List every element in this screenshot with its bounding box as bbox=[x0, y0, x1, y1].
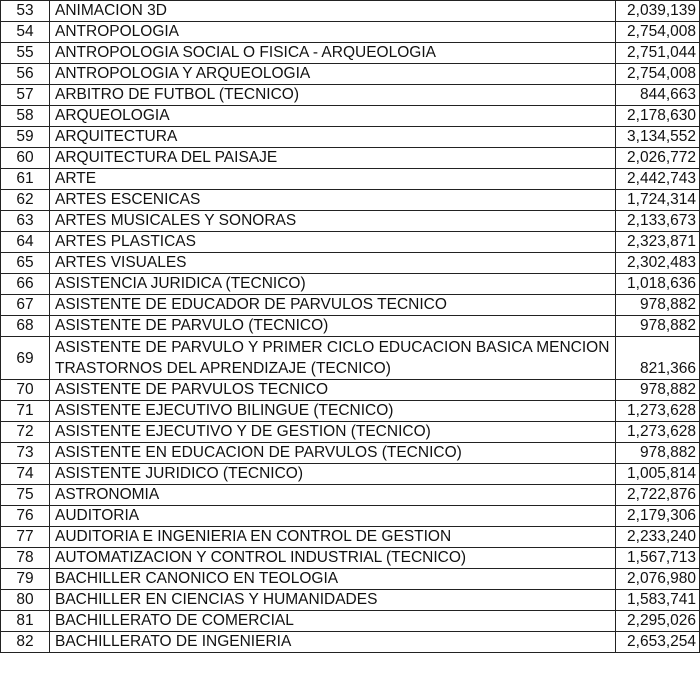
program-name: ANTROPOLOGIA Y ARQUEOLOGIA bbox=[50, 64, 616, 85]
program-value: 2,323,871 bbox=[616, 232, 700, 253]
program-name: ARQUITECTURA bbox=[50, 127, 616, 148]
program-name: ASISTENTE EJECUTIVO Y DE GESTION (TECNICO) bbox=[50, 422, 616, 443]
row-number: 80 bbox=[1, 590, 50, 611]
row-number: 68 bbox=[1, 316, 50, 337]
table-row bbox=[1, 548, 700, 569]
program-name: ASISTENCIA JURIDICA (TECNICO) bbox=[50, 274, 616, 295]
program-name: ARTES PLASTICAS bbox=[50, 232, 616, 253]
program-value: 2,039,139 bbox=[616, 1, 700, 22]
program-name: ASISTENTE JURIDICO (TECNICO) bbox=[50, 464, 616, 485]
program-name: ANTROPOLOGIA SOCIAL O FISICA - ARQUEOLOGIA bbox=[50, 43, 616, 64]
row-number: 75 bbox=[1, 485, 50, 506]
program-value: 1,005,814 bbox=[616, 464, 700, 485]
program-name: ARQUEOLOGIA bbox=[50, 106, 616, 127]
program-name: BACHILLER CANONICO EN TEOLOGIA bbox=[50, 569, 616, 590]
table-row bbox=[1, 22, 700, 43]
row-number: 63 bbox=[1, 211, 50, 232]
program-value: 2,026,772 bbox=[616, 148, 700, 169]
program-value: 1,273,628 bbox=[616, 401, 700, 422]
table-row bbox=[1, 1, 700, 22]
row-number: 55 bbox=[1, 43, 50, 64]
table-row bbox=[1, 590, 700, 611]
table-row bbox=[1, 611, 700, 632]
row-number: 79 bbox=[1, 569, 50, 590]
program-name: ARBITRO DE FUTBOL (TECNICO) bbox=[50, 85, 616, 106]
program-name: ARQUITECTURA DEL PAISAJE bbox=[50, 148, 616, 169]
program-value: 844,663 bbox=[616, 85, 700, 106]
row-number: 71 bbox=[1, 401, 50, 422]
program-value: 1,018,636 bbox=[616, 274, 700, 295]
program-name: ASISTENTE DE PARVULO (TECNICO) bbox=[50, 316, 616, 337]
program-name: ARTES VISUALES bbox=[50, 253, 616, 274]
program-value: 978,882 bbox=[616, 380, 700, 401]
table-row bbox=[1, 148, 700, 169]
row-number: 82 bbox=[1, 632, 50, 653]
table-row bbox=[1, 506, 700, 527]
row-number: 56 bbox=[1, 64, 50, 85]
program-value: 2,754,008 bbox=[616, 22, 700, 43]
table-row bbox=[1, 211, 700, 232]
row-number: 54 bbox=[1, 22, 50, 43]
table-row bbox=[1, 232, 700, 253]
row-number: 67 bbox=[1, 295, 50, 316]
table-row bbox=[1, 274, 700, 295]
table-row bbox=[1, 253, 700, 274]
program-value: 2,179,306 bbox=[616, 506, 700, 527]
program-name: BACHILLERATO DE COMERCIAL bbox=[50, 611, 616, 632]
program-name: ASISTENTE DE PARVULOS TECNICO bbox=[50, 380, 616, 401]
row-number: 58 bbox=[1, 106, 50, 127]
program-name: AUDITORIA E INGENIERIA EN CONTROL DE GESTION bbox=[50, 527, 616, 548]
program-value: 2,233,240 bbox=[616, 527, 700, 548]
program-value: 2,076,980 bbox=[616, 569, 700, 590]
table-row bbox=[1, 443, 700, 464]
program-value: 2,133,673 bbox=[616, 211, 700, 232]
table-row bbox=[1, 85, 700, 106]
row-number: 53 bbox=[1, 1, 50, 22]
program-value: 978,882 bbox=[616, 443, 700, 464]
row-number: 66 bbox=[1, 274, 50, 295]
program-value: 1,567,713 bbox=[616, 548, 700, 569]
program-name: ARTE bbox=[50, 169, 616, 190]
table-row bbox=[1, 169, 700, 190]
row-number: 73 bbox=[1, 443, 50, 464]
program-value: 1,273,628 bbox=[616, 422, 700, 443]
program-name: ARTES ESCENICAS bbox=[50, 190, 616, 211]
row-number: 74 bbox=[1, 464, 50, 485]
program-name: AUDITORIA bbox=[50, 506, 616, 527]
row-number: 78 bbox=[1, 548, 50, 569]
program-name: ANTROPOLOGIA bbox=[50, 22, 616, 43]
program-value: 821,366 bbox=[616, 337, 700, 380]
row-number: 65 bbox=[1, 253, 50, 274]
table-row bbox=[1, 337, 700, 380]
row-number: 59 bbox=[1, 127, 50, 148]
row-number: 81 bbox=[1, 611, 50, 632]
table-row bbox=[1, 106, 700, 127]
row-number: 69 bbox=[1, 337, 50, 380]
program-value: 2,302,483 bbox=[616, 253, 700, 274]
table-row bbox=[1, 485, 700, 506]
table-row bbox=[1, 569, 700, 590]
table-row bbox=[1, 295, 700, 316]
program-name: ASISTENTE EJECUTIVO BILINGUE (TECNICO) bbox=[50, 401, 616, 422]
program-value: 2,653,254 bbox=[616, 632, 700, 653]
program-value: 1,583,741 bbox=[616, 590, 700, 611]
program-value: 978,882 bbox=[616, 316, 700, 337]
row-number: 76 bbox=[1, 506, 50, 527]
row-number: 60 bbox=[1, 148, 50, 169]
program-value: 2,295,026 bbox=[616, 611, 700, 632]
table-row bbox=[1, 527, 700, 548]
program-name: ANIMACION 3D bbox=[50, 1, 616, 22]
program-name: ASTRONOMIA bbox=[50, 485, 616, 506]
table-row bbox=[1, 43, 700, 64]
program-name: ASISTENTE EN EDUCACION DE PARVULOS (TECNICO) bbox=[50, 443, 616, 464]
program-value: 1,724,314 bbox=[616, 190, 700, 211]
row-number: 70 bbox=[1, 380, 50, 401]
table-row bbox=[1, 632, 700, 653]
table-row bbox=[1, 316, 700, 337]
row-number: 64 bbox=[1, 232, 50, 253]
program-value: 2,442,743 bbox=[616, 169, 700, 190]
program-name: AUTOMATIZACION Y CONTROL INDUSTRIAL (TECNICO) bbox=[50, 548, 616, 569]
table-row bbox=[1, 190, 700, 211]
table-row bbox=[1, 422, 700, 443]
row-number: 62 bbox=[1, 190, 50, 211]
program-name: BACHILLERATO DE INGENIERIA bbox=[50, 632, 616, 653]
table-row bbox=[1, 127, 700, 148]
program-value: 2,751,044 bbox=[616, 43, 700, 64]
program-value: 2,754,008 bbox=[616, 64, 700, 85]
program-value: 2,178,630 bbox=[616, 106, 700, 127]
row-number: 57 bbox=[1, 85, 50, 106]
program-name: BACHILLER EN CIENCIAS Y HUMANIDADES bbox=[50, 590, 616, 611]
row-number: 72 bbox=[1, 422, 50, 443]
program-value: 978,882 bbox=[616, 295, 700, 316]
row-number: 77 bbox=[1, 527, 50, 548]
table-row bbox=[1, 464, 700, 485]
table-row bbox=[1, 401, 700, 422]
program-name: ASISTENTE DE EDUCADOR DE PARVULOS TECNICO bbox=[50, 295, 616, 316]
table-body bbox=[1, 1, 700, 653]
table-row bbox=[1, 64, 700, 85]
program-name: ASISTENTE DE PARVULO Y PRIMER CICLO EDUCACION BASICA MENCION TRASTORNOS DEL APRENDIZAJE (TECNICO) bbox=[50, 337, 616, 380]
program-value: 2,722,876 bbox=[616, 485, 700, 506]
row-number: 61 bbox=[1, 169, 50, 190]
program-value: 3,134,552 bbox=[616, 127, 700, 148]
program-name: ARTES MUSICALES Y SONORAS bbox=[50, 211, 616, 232]
table-row bbox=[1, 380, 700, 401]
